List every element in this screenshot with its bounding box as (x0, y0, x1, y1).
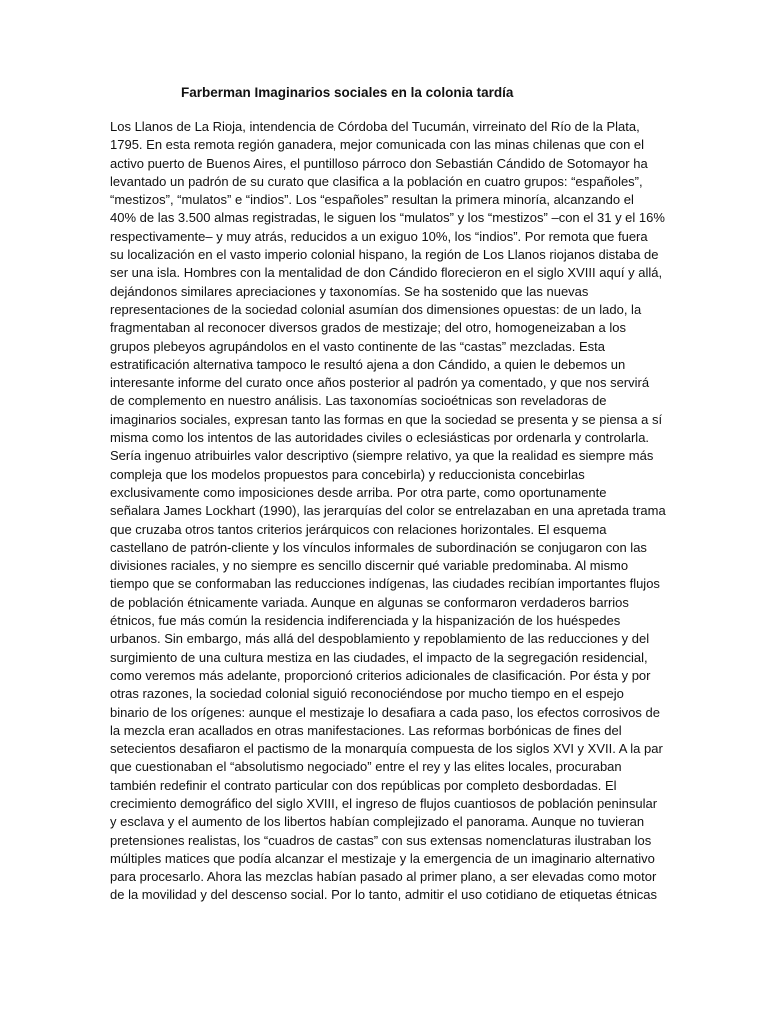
body-line: 1795. En esta remota región ganadera, mejor comunicada con las minas chilenas que con el (110, 137, 645, 153)
body-line: 40% de las 3.500 almas registradas, le siguen los “mulatos” y los “mestizos” –con el 31 y el 16% (110, 210, 665, 226)
body-line: urbanos. Sin embargo, más allá del despoblamiento y repoblamiento de las reducciones y del (110, 631, 650, 647)
body-line: que cruzaba otros tantos criterios jerárquicos con relaciones horizontales. El esquema (110, 521, 607, 537)
body-line: misma como los intentos de las autoridades civiles o eclesiásticas por ordenarla y controlarla. (110, 430, 650, 446)
body-line: para procesarlo. Ahora las mezclas habían pasado al primer plano, a ser elevadas como motor (110, 869, 657, 885)
document-body (110, 118, 670, 905)
body-line: ser una isla. Hombres con la mentalidad de don Cándido florecieron en el siglo XVIII aquí y allá, (110, 265, 663, 281)
body-line: étnicos, fue más común la residencia indiferenciada y la hispanización de los huéspedes (110, 613, 621, 629)
body-line: estratificación alternativa tampoco le resultó ajena a don Cándido, a quien le debemos un (110, 356, 626, 372)
body-line: surgimiento de una cultura mestiza en las ciudades, el impacto de la segregación residencial, (110, 649, 648, 665)
body-line: interesante informe del curato once años posterior al padrón ya comentado, y que nos servirá (110, 375, 650, 391)
body-line: crecimiento demográfico del siglo XVIII, el ingreso de flujos cuantiosos de población peninsular (110, 795, 658, 811)
body-line: fragmentaban al reconocer diversos grados de mestizaje; del otro, homogeneizaban a los (110, 320, 626, 336)
body-line: representaciones de la sociedad colonial asumían dos dimensiones opuestas: de un lado, la (110, 301, 642, 317)
body-line: exclusivamente como imposiciones desde arriba. Por otra parte, como oportunamente (110, 484, 607, 500)
body-line: compleja que los modelos propuestos para concebirla) y reduccionista concebirlas (110, 466, 585, 482)
body-line: señalara James Lockhart (1990), las jerarquías del color se entrelazaban en una apretada trama (110, 503, 666, 519)
body-line: imaginarios sociales, expresan tanto las formas en que la sociedad se presenta y se piensa a sí (110, 411, 663, 427)
body-line: que cuestionaban el “absolutismo negociado” entre el rey y las elites locales, procuraban (110, 759, 622, 775)
body-line: respectivamente– y muy atrás, reducidos a un exiguo 10%, los “indios”. Por remota que fuera (110, 228, 648, 244)
body-line: de población étnicamente variada. Aunque en algunas se conformaron verdaderos barrios (110, 594, 629, 610)
body-line: como veremos más adelante, proporcionó criterios adicionales de clasificación. Por ésta y por (110, 667, 651, 683)
body-line: grupos plebeyos agrupándolos en el vasto continente de las “castas” mezcladas. Esta (110, 338, 606, 354)
body-line: binario de los orígenes: aunque el mestizaje lo desafiara a cada paso, los efectos corrosivos de (110, 704, 660, 720)
body-line: dejándonos similares apreciaciones y taxonomías. Se ha sostenido que las nuevas (110, 283, 589, 299)
body-line: de la movilidad y del descenso social. Por lo tanto, admitir el uso cotidiano de etiquetas étnicas (110, 887, 658, 903)
body-line: también redefinir el contrato particular con dos repúblicas por completo desbordadas. El (110, 777, 617, 793)
body-line: levantado un padrón de su curato que clasifica a la población en cuatro grupos: “españoles”, (110, 173, 643, 189)
body-line: Sería ingenuo atribuirles valor descriptivo (siempre relativo, ya que la realidad es siempre más (110, 448, 654, 464)
body-line: pretensiones realistas, los “cuadros de castas” con sus extensas nomenclaturas ilustraban los (110, 832, 652, 848)
body-line: de complemento en nuestro análisis. Las taxonomías socioétnicas son reveladoras de (110, 393, 607, 409)
body-line: la mezcla eran acallados en otras manifestaciones. Las reformas borbónicas de fines del (110, 722, 622, 738)
body-line: setecientos desafiaron el pactismo de la monarquía compuesta de los siglos XVI y XVII. A la par (110, 741, 663, 757)
body-line: “mestizos”, “mulatos” e “indios”. Los “españoles” resultan la primera minoría, alcanzando el (110, 192, 634, 208)
body-line: divisiones raciales, y no siempre es sencillo discernir qué variable predominaba. Al mismo (110, 558, 629, 574)
body-line: otras razones, la sociedad colonial siguió reconociéndose por mucho tiempo en el espejo (110, 686, 624, 702)
body-line: activo puerto de Buenos Aires, el puntilloso párroco don Sebastián Cándido de Sotomayor ha (110, 155, 648, 171)
body-line: Los Llanos de La Rioja, intendencia de Córdoba del Tucumán, virreinato del Río de la Plata, (110, 119, 640, 134)
body-line: su localización en el vasto imperio colonial hispano, la región de Los Llanos riojanos distaba de (110, 247, 659, 263)
document-title: Farberman Imaginarios sociales en la colonia tardía (181, 85, 514, 100)
body-line: y esclava y el aumento de los libertos habían complejizado el panorama. Aunque no tuvieran (110, 814, 645, 830)
body-line: múltiples matices que podía alcanzar el mestizaje y la emergencia de un imaginario alternativo (110, 850, 655, 866)
body-line: castellano de patrón-cliente y los vínculos informales de subordinación se conjugaron con las (110, 539, 647, 555)
body-line: tiempo que se conformaban las reducciones indígenas, las ciudades recibían importantes flujos (110, 576, 660, 592)
